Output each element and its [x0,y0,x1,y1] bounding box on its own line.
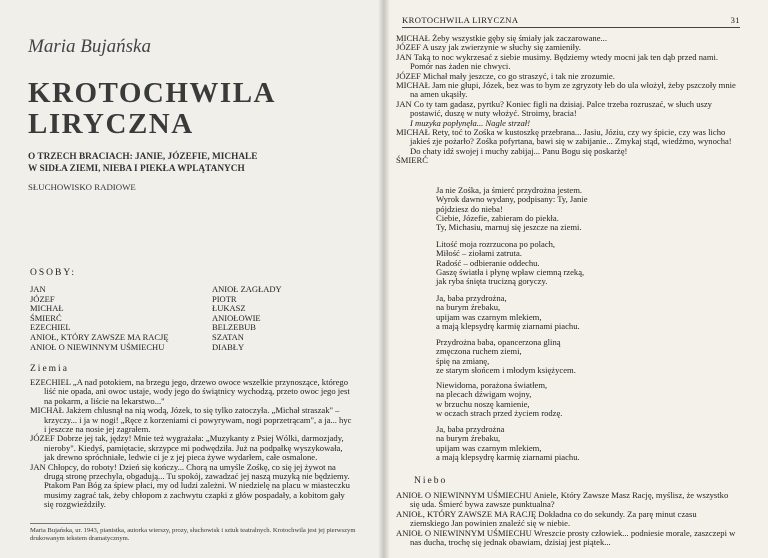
cast-item: MICHAŁ [30,303,64,314]
verse-line: na burym źrebaku, [436,433,501,444]
speaker-name: JÓZEF [30,433,55,444]
verse-line: a mają klepsydrę karmię ziarnami piachu. [436,320,580,331]
verse-stanza [436,425,580,462]
speaker-name: JAN [396,98,412,109]
footnote: Maria Bujańska, ur. 1943, pianistka, autorka wierszy, prozy, słuchowisk i sztuk teatralnych. Krotochwila jest jej pierwszym drukowanym tekstem dramatycznym. [30,527,356,542]
speech-text: Aniele, Który Zawsze Masz Rację, myślisz, że wszystko się uda. Śmierć bywa zawsze punktualna? [410,490,729,510]
cast-list-col-2 [212,285,282,352]
verse-line: Litość moja rozrzucona po polach, [436,239,556,249]
title-line-1: KROTOCHWILA [28,77,277,109]
author-name: Maria Bujańska [28,36,151,57]
speech-text: Chłopcy, do roboty! Dzień się kończy... Chorą na umyśle Zośkę, co się jej żywot na drugą stronę przechyla, obgadują... Tu spokój, zawadzać jej naszą muzyką nie będziemy. Ptakom Pan Bóg za śpiew płaci, my od ludzi zależni. W niedzielę na placu w miasteczku musimy zagrać tak, żeby chłopom z zachwytu czapki z głów pospadały, a kobitom gały się rozgwieździły. [44,461,350,510]
speaker-name: EZECHIEL [30,377,71,387]
dialogue-paragraph [30,378,352,406]
header-title: KROTOCHWILA LIRYCZNA [402,15,519,25]
cast-item: ANIOŁ ZAGŁADY [212,284,282,294]
speech-text: Dokładna co do sekundy. Za parę minut czasu ziemskiego Jan powinien znaleźć się w niebie. [410,508,697,529]
verse-stanza [436,338,576,375]
cast-item: BELZEBUB [212,322,256,333]
speech-text: Taką to noc wykrzesać z siebie musimy. Będziemy wtedy mocni jak ten dąb przed nami. Pomór nas żaden nie chwyci. [410,51,719,72]
speaker-name: MICHAŁ [396,80,430,91]
dialogue-paragraph [396,128,736,156]
verse-stanza [436,240,584,286]
speaker-name: ANIOŁ O NIEWINNYM UŚMIECHU [396,527,532,538]
speech-text: Rety, toć to Zośka w kustoszkę przebrana... Jasiu, Józiu, czy wy śpicie, czy was licho jakieś zje pożarło? Zośka pofyrtana, bawi się w zabijanie... Zmykaj stąd, wiedźmo, wynocha! Do chaty idź swojej i muchy zabijaj... Panu Bogu się poskarżę! [410,127,732,156]
verse-line: upijam was czarnym mlekiem, [436,442,542,453]
verse-line: Ja nie Zośka, ja śmierć przydrożna jestem. [436,185,583,195]
speaker-name: JÓZEF [396,70,421,81]
dialogue-niebo [396,491,736,547]
verse-line: Ja, baba przydrożna [436,424,505,434]
title-line-2: LIRYCZNA [28,108,194,140]
verse-line: pójdziesz do nieba! [436,203,503,214]
speech-text: Żeby wszystkie gęby się śmiały jak zaczarowane... [432,33,607,43]
cast-item: ANIOŁOWIE [212,312,261,323]
speaker-name: JÓZEF [396,42,421,53]
verse-line: upijam was czarnym mlekiem, [436,311,542,322]
dialogue-left [30,378,352,510]
verse-line: ze starym słońcem i młodym księżycem. [436,364,576,375]
verse-line: Wyrok dawno wydany, podpisany: Ty, Janie [436,194,588,205]
speech-text: Michał mały jeszcze, co go straszyć, i tak nie zrozumie. [423,70,615,81]
dialogue-paragraph [30,434,352,462]
cast-item: JAN [30,284,46,294]
cast-item: ŁUKASZ [212,303,246,314]
page-number: 31 [730,15,740,25]
subtitle-line-1: O TRZECH BRACIACH: JANIE, JÓZEFIE, MICHALE [28,152,258,162]
footnote-rule [30,523,100,524]
verse-stanza [436,294,580,331]
genre-label: SŁUCHOWISKO RADIOWE [28,182,136,192]
speaker-name: ANIOŁ, KTÓRY ZAWSZE MA RACJĘ [396,508,537,519]
verse-line: śpię na zmianę, [436,355,490,366]
cast-item: ANIOŁ O NIEWINNYM UŚMIECHU [30,341,165,352]
cast-item: SZATAN [212,331,244,342]
speaker-name: MICHAŁ [396,127,430,138]
subtitle-line-2: W SIDŁA ZIEMI, NIEBA I PIEKŁA WPLĄTANYCH [28,164,245,174]
speech-text: Wreszcie prosty człowiek... podniesie morale, zaszczepi w nas ducha, trochę się jednak obawiam, dzisiaj jest piątek... [410,527,736,548]
scene-heading-ziemia: Ziemia [30,364,69,374]
dialogue-paragraph [396,100,736,119]
verse-line: na burym źrebaku, [436,302,501,313]
verse-line: Miłość – ziołami zatruta. [436,248,522,259]
speaker-name: ŚMIERĆ [396,155,428,166]
verse-line: Gaszę światła i płynę wpław ciemną rzeką, [436,266,585,277]
book-gutter [378,0,390,558]
right-page [384,0,768,558]
running-header [402,15,740,25]
dialogue-paragraph [396,156,736,165]
verse-line: Ja, baba przydrożna, [436,293,507,303]
verse-line: zmęczona ruchem ziemi, [436,346,522,357]
verse-line: Niewidoma, porażona światłem, [436,380,548,390]
play-subtitle [28,151,358,175]
verse-line: w oczach strach przed życiem rodzę. [436,407,563,418]
speaker-name: MICHAŁ [30,405,64,416]
speech-text: Dobrze jej tak, jędzy! Mnie też wygrażała: „Muzykanty z Psiej Wólki, darmozjady, nieroby". Kiedyś, pamiętacie, skrzypce mi podwędziła. Już na podpałkę wyszykowała, jak drewno spróchniałe, ledwie ci je z jej pieca żywe wydarłem, całe osmalone. [44,433,344,463]
speech-text: „A nad potokiem, na brzegu jego, drzewo owoce wszelkie przynoszące, którego liść nie opada, ani owoc ustaje, wody jego do świątnicy wychodzą, przeto owoc jego jest na pokarm, a liście na lekarstwo..." [44,377,350,406]
verse-stanza [436,186,588,232]
dialogue-paragraph [396,53,736,72]
cast-item: ANIOŁ, KTÓRY ZAWSZE MA RACJĘ [30,331,169,342]
speech-text: Jam nie głupi, Józek, bez was to bym ze zgryzoty łeb do ula włożył, żeby pszczoły mnie na amen ukąsiły. [410,80,736,100]
verse-line: Przydrożna baba, opancerzona gliną [436,337,561,347]
cast-item: ŚMIERĆ [30,312,62,323]
verse-line: a mają klepsydrę karmię ziarnami piachu. [436,451,580,462]
cast-item: PIOTR [212,293,237,304]
dialogue-paragraph [30,463,352,510]
dialogue-paragraph [396,81,736,100]
play-title [28,78,276,140]
verse-line: Radość – odbieranie oddechu. [436,257,540,268]
cast-list-col-1 [30,285,169,352]
cast-item: DIABŁY [212,341,245,352]
verse-line: Ciebie, Józefie, zabieram do piekła. [436,212,559,223]
speaker-name: JAN [30,461,46,472]
header-rule [402,27,740,28]
verse-line: na plecach dźwigam wojny, [436,389,532,400]
verse-line: jak ryba śnięta trucizną goryczy. [436,276,548,287]
dialogue-paragraph [30,406,352,434]
dialogue-paragraph [396,529,736,548]
speaker-name: MICHAŁ [396,33,430,43]
verse-line: Ty, Michasiu, marnuj się jeszcze na ziemi. [436,222,582,233]
cast-item: EZECHIEL [30,322,71,333]
cast-item: JÓZEF [30,293,55,304]
dialogue-paragraph [396,491,736,510]
speech-text: Jakżem chlusnął na nią wodą, Józek, to się tylko zatoczyła. „Michał straszak" – krzyczy... i ja w nogi! „Ręce z korzeniami ci powyrywam, nogi poprzetrącam", a ja... hyc i jeszcze na nosie jej zagrałem. [44,405,352,435]
stage-direction: I muzyka popłynęła... Nagle strzał! [410,117,531,128]
speaker-name: ANIOŁ O NIEWINNYM UŚMIECHU [396,490,532,500]
verse-stanza [436,381,562,418]
verse-line: w brzuchu noszę kamienie, [436,398,530,409]
dialogue-right [396,34,736,166]
dialogue-paragraph [396,510,736,529]
speech-text: A uszy jak zwierzynie w słuchy się zamieniły. [422,42,581,53]
speech-text: Co ty tam gadasz, pyrtku? Koniec figli na dzisiaj. Palce trzeba rozruszać, w słuch uszy postawić, duszę w nuty włożyć. Stroimy, bracia! [410,98,712,119]
scene-heading-niebo: Niebo [414,476,448,486]
cast-heading: OSOBY: [30,268,76,278]
speaker-name: JAN [396,51,412,62]
